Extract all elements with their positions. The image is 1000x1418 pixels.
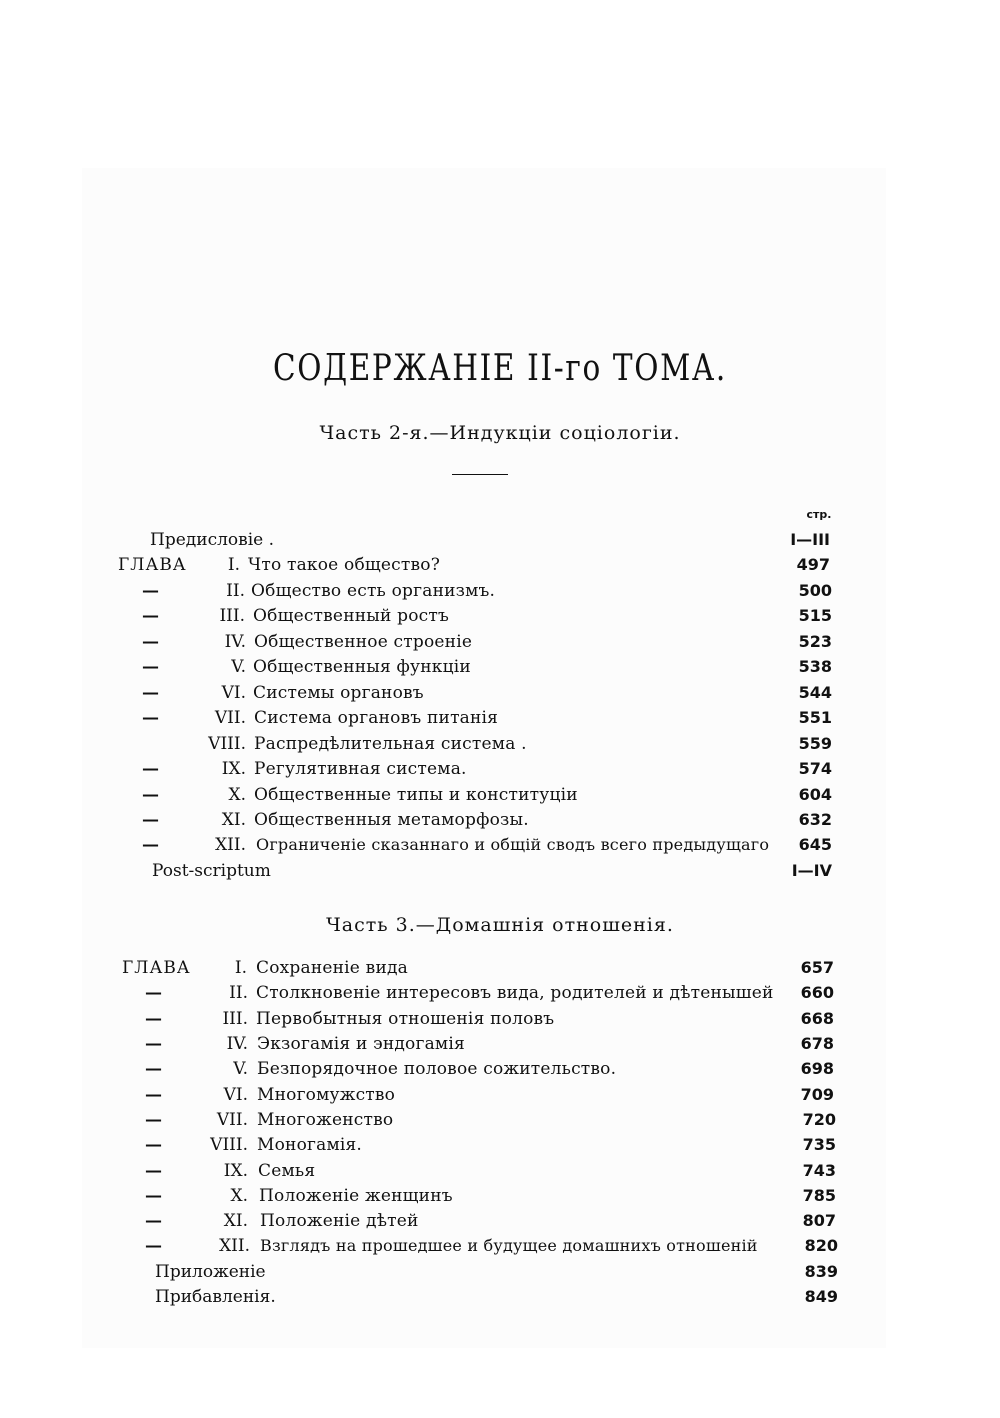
- toc-row[interactable]: [0, 1032, 1000, 1056]
- ditto-dash: —: [142, 581, 159, 601]
- chapter-title: Многомужство: [257, 1085, 396, 1105]
- ditto-dash: —: [145, 1135, 162, 1155]
- chapter-title: Общественное строеніе: [254, 632, 473, 652]
- chapter-page: 698: [800, 1059, 834, 1078]
- toc-row[interactable]: [0, 1007, 1000, 1031]
- chapter-page: 743: [802, 1161, 836, 1180]
- chapter-page: 807: [802, 1211, 836, 1230]
- ditto-dash: —: [142, 759, 159, 779]
- postscript-row[interactable]: [0, 859, 1000, 883]
- chapter-number: V.: [231, 657, 246, 677]
- toc-row[interactable]: [0, 783, 1000, 807]
- chapter-title: Семья: [258, 1161, 316, 1181]
- toc-row[interactable]: [0, 1209, 1000, 1233]
- chapter-title: Первобытныя отношенія половъ: [256, 1009, 555, 1029]
- chapter-number: I.: [227, 555, 240, 575]
- chapter-title: Ограниченіе сказаннаго и общій сводъ всего предыдущаго: [256, 835, 770, 854]
- toc-row[interactable]: [0, 553, 1000, 577]
- additions-page: 849: [804, 1287, 838, 1306]
- chapter-page: 497: [796, 555, 830, 574]
- ditto-dash: —: [142, 785, 159, 805]
- chapter-title: Общественныя метаморфозы.: [254, 810, 529, 830]
- part-2-heading: Часть 2-я.—Индукціи соціологіи.: [319, 422, 681, 444]
- chapter-title: Столкновеніе интересовъ вида, родителей и дѣтенышей: [256, 983, 774, 1003]
- toc-row[interactable]: [0, 1083, 1000, 1107]
- chapter-page: 604: [798, 785, 832, 804]
- chapter-page: 645: [798, 835, 832, 854]
- chapter-title: Общество есть организмъ.: [251, 581, 496, 601]
- ditto-dash: —: [145, 983, 162, 1003]
- chapter-title: Взглядъ на прошедшее и будущее домашнихъ отношеній: [260, 1236, 758, 1255]
- postscript-label: Post-scriptum: [152, 861, 271, 881]
- toc-row[interactable]: [0, 1108, 1000, 1132]
- part-3-heading: Часть 3.—Домашнія отношенія.: [326, 914, 674, 936]
- chapter-page: 660: [800, 983, 834, 1002]
- chapter-title: Системы органовъ: [253, 683, 424, 703]
- chapter-title: Положеніе женщинъ: [259, 1186, 453, 1206]
- toc-row[interactable]: [0, 681, 1000, 705]
- chapter-title: Что такое общество?: [248, 555, 441, 575]
- chapter-page: 632: [798, 810, 832, 829]
- chapter-number: VII.: [214, 708, 246, 728]
- appendix-row[interactable]: [0, 1260, 1000, 1284]
- chapter-title: Безпорядочное половое сожительство.: [257, 1059, 617, 1079]
- ditto-dash: —: [142, 632, 159, 652]
- chapter-title: Положеніе дѣтей: [260, 1211, 419, 1231]
- preface-row[interactable]: [0, 528, 1000, 552]
- page-title: СОДЕРЖАНІЕ II-го ТОМА.: [273, 348, 727, 389]
- ditto-dash: —: [145, 1161, 162, 1181]
- chapter-title: Общественный ростъ: [253, 606, 449, 626]
- toc-row[interactable]: [0, 655, 1000, 679]
- chapter-number: X.: [230, 1186, 248, 1206]
- appendix-page: 839: [804, 1262, 838, 1281]
- chapter-title: Общественныя функціи: [253, 657, 471, 677]
- chapter-number: III.: [219, 606, 245, 626]
- chapter-page: 785: [802, 1186, 836, 1205]
- ditto-dash: —: [142, 657, 159, 677]
- ditto-dash: —: [145, 1034, 162, 1054]
- toc-row[interactable]: [0, 956, 1000, 980]
- toc-row[interactable]: [0, 579, 1000, 603]
- ditto-dash: —: [142, 708, 159, 728]
- ditto-dash: —: [145, 1110, 162, 1130]
- chapter-number: XI.: [223, 1211, 248, 1231]
- chapter-page: 820: [804, 1236, 838, 1255]
- chapter-number: VIII.: [210, 1135, 248, 1155]
- chapter-page: 678: [800, 1034, 834, 1053]
- chapter-page: 668: [800, 1009, 834, 1028]
- chapter-page: 544: [798, 683, 832, 702]
- toc-row[interactable]: [0, 757, 1000, 781]
- chapter-number: VII.: [216, 1110, 248, 1130]
- chapter-title: Система органовъ питанія: [254, 708, 499, 728]
- chapter-title: Регулятивная система.: [254, 759, 467, 779]
- chapter-page: 735: [802, 1135, 836, 1154]
- chapter-number: I.: [234, 958, 247, 978]
- ditto-dash: —: [145, 1186, 162, 1206]
- chapter-number: II.: [229, 983, 248, 1003]
- preface-pages: I—III: [790, 530, 830, 549]
- toc-row[interactable]: [0, 981, 1000, 1005]
- chapter-word: ГЛАВА: [122, 958, 191, 978]
- additions-row[interactable]: [0, 1285, 1000, 1309]
- chapter-number: VIII.: [208, 734, 246, 754]
- chapter-number: IX.: [223, 1161, 248, 1181]
- chapter-number: XII.: [219, 1236, 250, 1256]
- chapter-page: 709: [800, 1085, 834, 1104]
- chapter-number: X.: [228, 785, 246, 805]
- chapter-title: Моногамія.: [257, 1135, 363, 1155]
- preface-label: Предисловіе .: [150, 530, 274, 550]
- chapter-title: Распредѣлительная система .: [254, 734, 527, 754]
- chapter-page: 538: [798, 657, 832, 676]
- ditto-dash: —: [145, 1085, 162, 1105]
- toc-row[interactable]: [0, 630, 1000, 654]
- chapter-word: ГЛАВА: [118, 555, 187, 575]
- toc-row[interactable]: [0, 808, 1000, 832]
- ditto-dash: —: [145, 1236, 162, 1256]
- chapter-title: Общественные типы и конституціи: [254, 785, 578, 805]
- toc-row[interactable]: [0, 1133, 1000, 1157]
- chapter-number: XI.: [221, 810, 246, 830]
- chapter-title: Экзогамія и эндогамія: [257, 1034, 465, 1054]
- chapter-page: 657: [800, 958, 834, 977]
- chapter-number: II.: [226, 581, 245, 601]
- toc-row[interactable]: [0, 833, 1000, 857]
- chapter-number: IV.: [226, 1034, 248, 1054]
- chapter-page: 500: [798, 581, 832, 600]
- appendix-label: Приложеніе: [155, 1262, 266, 1282]
- chapter-number: VI.: [221, 683, 246, 703]
- chapter-title: Многоженство: [257, 1110, 394, 1130]
- additions-label: Прибавленія.: [155, 1287, 276, 1307]
- toc-row[interactable]: [0, 706, 1000, 730]
- ditto-dash: —: [142, 683, 159, 703]
- chapter-page: 515: [798, 606, 832, 625]
- postscript-pages: I—IV: [791, 861, 832, 880]
- ditto-dash: —: [145, 1059, 162, 1079]
- chapter-page: 574: [798, 759, 832, 778]
- ditto-dash: —: [142, 810, 159, 830]
- ditto-dash: —: [145, 1009, 162, 1029]
- chapter-number: III.: [222, 1009, 248, 1029]
- chapter-number: IV.: [224, 632, 246, 652]
- toc-row[interactable]: [0, 1057, 1000, 1081]
- ditto-dash: —: [142, 606, 159, 626]
- toc-row[interactable]: [0, 1234, 1000, 1258]
- chapter-number: XII.: [215, 835, 246, 855]
- chapter-page: 720: [802, 1110, 836, 1129]
- chapter-number: VI.: [223, 1085, 248, 1105]
- chapter-page: 523: [798, 632, 832, 651]
- separator-rule: [452, 474, 508, 475]
- chapter-page: 551: [798, 708, 832, 727]
- toc-row[interactable]: [0, 604, 1000, 628]
- ditto-dash: —: [142, 835, 159, 855]
- chapter-number: IX.: [221, 759, 246, 779]
- chapter-number: V.: [233, 1059, 248, 1079]
- chapter-title: Сохраненіе вида: [256, 958, 408, 978]
- toc-row[interactable]: [0, 1159, 1000, 1183]
- page-column-header: стр.: [806, 508, 832, 521]
- toc-row[interactable]: [0, 732, 1000, 756]
- toc-row[interactable]: [0, 1184, 1000, 1208]
- ditto-dash: —: [145, 1211, 162, 1231]
- chapter-page: 559: [798, 734, 832, 753]
